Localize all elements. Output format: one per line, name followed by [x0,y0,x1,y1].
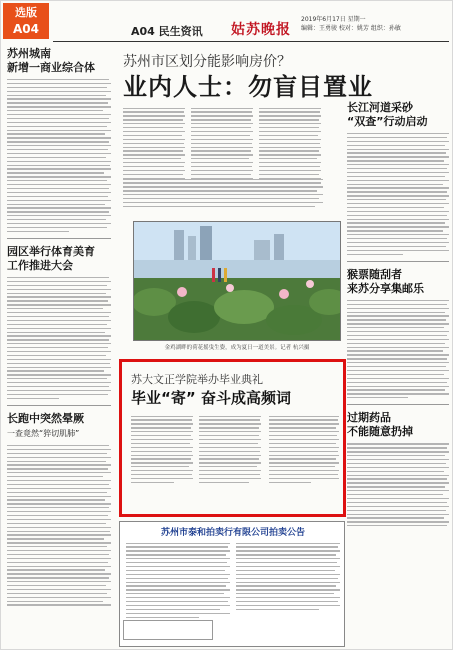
title-line: 过期药品 [347,411,391,425]
left-article-1-title[interactable] [7,47,111,75]
title-line: 长江河道采砂 [347,101,413,114]
title-line: 来苏分享集邮乐 [347,281,424,295]
highlighted-headline[interactable]: 毕业“寄” 奋斗成高频词 [131,389,291,407]
photo-caption: 金鸡湖畔的荷花摇曳生姿，成为夏日一道美景。记者 杭兴摄 [164,345,310,351]
left-article-3-title[interactable] [7,412,111,441]
highlighted-body-col-2 [199,413,261,486]
title-line: 猴票随刮者 [347,267,402,281]
ad-body-right [236,540,340,613]
newspaper-logo: 姑苏晚报 [231,22,291,38]
left-column [7,47,111,608]
main-headline[interactable]: 业内人士：勿盲目置业 [123,73,373,101]
highlighted-kicker: 苏大文正学院举办毕业典礼 [131,373,263,386]
issue-meta [301,15,451,33]
right-column [347,101,449,529]
title-line: 长跑中突然晕厥 [7,411,84,425]
main-body-col-1 [123,105,185,185]
section-title: A04 民生资讯 [131,25,203,38]
title-line: 不能随意扔掉 [347,425,413,439]
divider [347,404,449,405]
divider [7,405,111,406]
left-article-2-body [7,277,111,399]
title-line: 苏州城南 [7,47,51,60]
ad-title: 苏州市泰和拍卖行有限公司拍卖公告 [160,528,305,538]
divider [7,238,111,239]
title-line: “双查”行动启动 [347,115,428,128]
lotus-photo[interactable] [133,221,341,341]
title-line: 一查竟然“猝切肌肺” [7,428,80,438]
ad-body-left [126,540,230,620]
main-body-col-3 [259,105,321,185]
header-divider [53,41,449,42]
issue-staff: 编辑：王勇骏 校对：姚芳 组织：孙敏 [301,25,401,32]
edition-label: 选版 [15,6,37,19]
right-article-2-title[interactable] [347,268,449,296]
left-article-1-body [7,79,111,232]
ad-stamp-box [123,620,213,640]
highlighted-body-col-1 [131,413,193,486]
title-line: 工作推进大会 [7,259,73,273]
right-article-2-body [347,300,449,399]
left-article-3-body [7,445,111,606]
right-article-3-body [347,443,449,526]
title-line: 新增一商业综合体 [7,61,95,74]
highlighted-body-col-3 [269,413,339,486]
main-body-col-2 [191,105,253,185]
main-body-lower [123,176,323,210]
right-article-1-body [347,133,449,255]
page-code: A04 [13,22,39,36]
title-line: 园区举行体育美育 [7,245,95,259]
issue-date: 2019年6月17日 星期一 [301,16,366,23]
main-kicker: 苏州市区划分能影响房价？ [123,54,291,70]
photo-illustration [134,222,341,341]
right-article-1-title[interactable] [347,101,449,129]
divider [347,261,449,262]
right-article-3-title[interactable] [347,411,449,439]
left-article-2-title[interactable] [7,245,111,273]
edition-tag[interactable] [3,3,49,39]
